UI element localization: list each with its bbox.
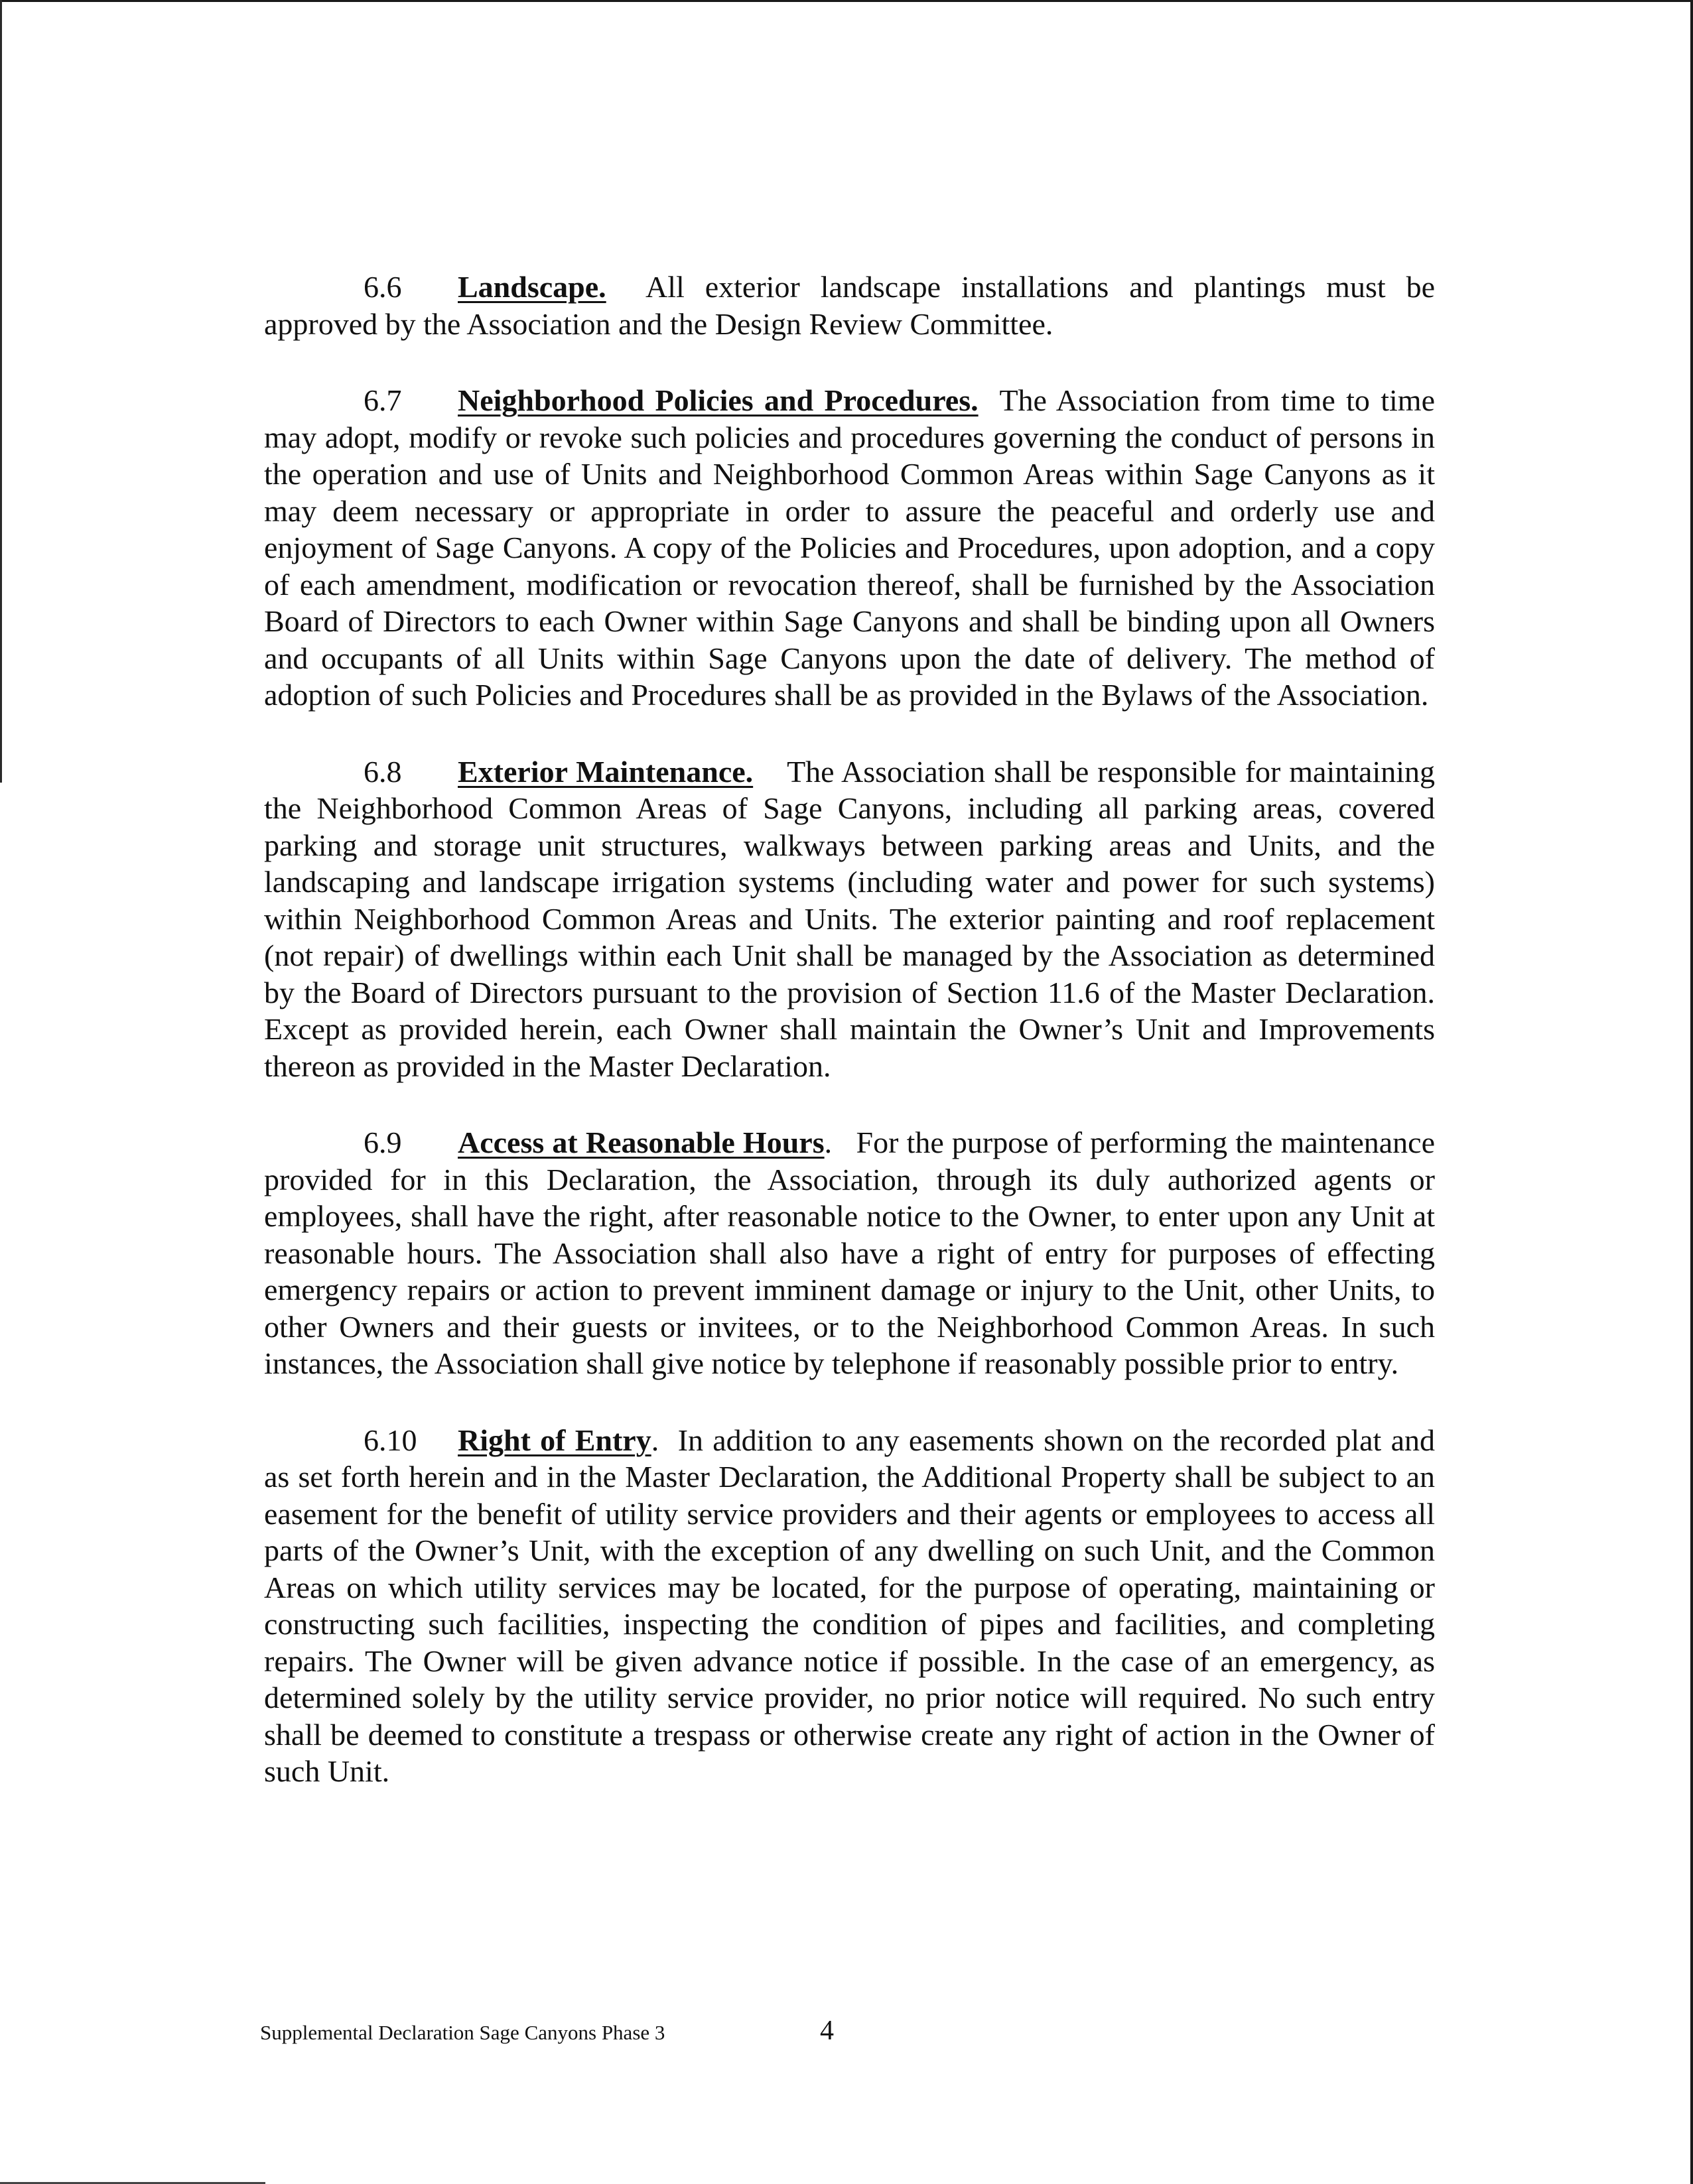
section-body: For the purpose of performing the maintenance provided for in this Declaration, the Association, through its duly authorized agents or employees, shall have the right, after reasonable notice to the Owner, to enter upon any Unit at reasonable hours. The Association shall also have a right of entry for purposes of effecting emergency repairs or action to prevent imminent damage or injury to the Unit, other Units, to other Owners and their guests or invitees, or to the Neighborhood Common Areas. In such instances, the Association shall give notice by telephone if reasonably possible prior to entry.	[264, 1125, 1436, 1380]
section-body: In addition to any easements shown on the recorded plat and as set forth herein and in the Master Declaration, the Additional Property shall be subject to an easement for the benefit of utility service providers and their agents or employees to access all parts of the Owner’s Unit, with the exception of any dwelling on such Unit, and the Common Areas on which utility services may be located, for the purpose of operating, maintaining or constructing such facilities, inspecting the condition of pipes and facilities, and completing repairs. The Owner will be given advance notice if possible. In the case of an emergency, as determined solely by the utility service provider, no prior notice will required. No such entry shall be deemed to constitute a trespass or otherwise create any right of action in the Owner of such Unit.	[264, 1423, 1435, 1788]
section-title: Access at Reasonable Hours	[458, 1125, 825, 1159]
section-6-9: 6.9 Access at Reasonable Hours. For the purpose of performing the maintenance provided for in this Declaration, the Association, through its duly authorized agents or employees, shall have the right, after reasonable notice to the Owner, to enter upon any Unit at reasonable hours. The Association shall also have a right of entry for purposes of effecting emergency repairs or action to prevent imminent damage or injury to the Unit, other Units, to other Owners and their guests or invitees, or to the Neighborhood Common Areas. In such instances, the Association shall give notice by telephone if reasonably possible prior to entry.	[264, 1125, 1436, 1380]
section-title: Landscape.	[458, 270, 606, 304]
section-number: 6.9	[364, 1125, 402, 1159]
section-6-8	[264, 753, 1435, 1085]
section-body: All exterior landscape installations and plantings must be approved by the Association and the Design Review Committee.	[264, 270, 1436, 341]
scan-border-right	[1690, 0, 1693, 2184]
section-number: 6.8	[364, 754, 402, 789]
footer-text: Supplemental Declaration Sage Canyons Phase 3	[260, 2021, 665, 2044]
scan-border-left	[0, 0, 2, 783]
section-number: 6.7	[364, 383, 402, 417]
section-6-10: 6.10 Right of Entry. In addition to any easements shown on the recorded plat and as set forth herein and in the Master Declaration, the Additional Property shall be subject to an easement for the benefit of utility service providers and their agents or employees to access all parts of the Owner’s Unit, with the exception of any dwelling on such Unit, and the Common Areas on which utility services may be located, for the purpose of operating, maintaining or constructing such facilities, inspecting the condition of pipes and facilities, and completing repairs. The Owner will be given advance notice if possible. In the case of an emergency, as determined solely by the utility service provider, no prior notice will required. No such entry shall be deemed to constitute a trespass or otherwise create any right of action in the Owner of such Unit.	[264, 1423, 1435, 1788]
document-body	[264, 269, 1435, 1830]
section-6-7	[264, 382, 1435, 714]
section-number: 6.10	[364, 1423, 417, 1457]
section-body: The Association shall be responsible for maintaining the Neighborhood Common Areas of Sage Canyons, including all parking areas, covered parking and storage unit structures, walkways between parking areas and Units, and the landscaping and landscape irrigation systems (including water and power for such systems) within Neighborhood Common Areas and Units. The exterior painting and roof replacement (not repair) of dwellings within each Unit shall be managed by the Association as determined by the Board of Directors pursuant to the provision of Section 11.6 of the Master Declaration. Except as provided herein, each Owner shall maintain the Owner’s Unit and Improvements thereon as provided in the Master Declaration.	[264, 754, 1436, 1083]
section-title: Exterior Maintenance.	[458, 754, 754, 789]
section-title: Neighborhood Policies and Procedures.	[458, 383, 979, 417]
section-number: 6.6	[364, 270, 402, 304]
section-body: The Association from time to time may adopt, modify or revoke such policies and procedures governing the conduct of persons in the operation and use of Units and Neighborhood Common Areas within Sage Canyons as it may deem necessary or appropriate in order to assure the peaceful and orderly use and enjoyment of Sage Canyons. A copy of the Policies and Procedures, upon adoption, and a copy of each amendment, modification or revocation thereof, shall be furnished by the Association Board of Directors to each Owner within Sage Canyons and shall be binding upon all Owners and occupants of all Units within Sage Canyons upon the date of delivery. The method of adoption of such Policies and Procedures shall be as provided in the Bylaws of the Association.	[264, 383, 1436, 712]
page-number: 4	[820, 2016, 834, 2046]
section-title: Right of Entry	[458, 1423, 651, 1457]
scan-border-top	[0, 0, 1693, 2]
section-6-6	[264, 269, 1435, 342]
